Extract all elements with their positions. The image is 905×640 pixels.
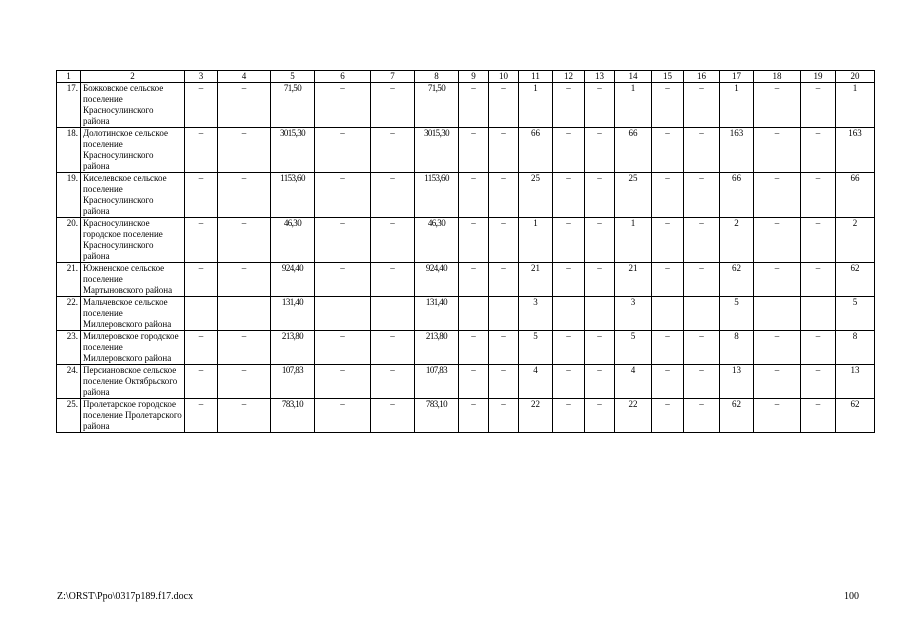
column-number: 5: [271, 71, 315, 83]
cell-col-5: 213,80: [271, 331, 315, 365]
cell-col-11: 21: [519, 263, 553, 297]
cell-col-16: –: [684, 83, 720, 128]
cell-col-4: –: [218, 263, 271, 297]
cell-col-17: 62: [720, 399, 754, 433]
cell-col-12: –: [553, 173, 585, 218]
cell-col-3: –: [185, 331, 218, 365]
cell-col-7: –: [371, 173, 415, 218]
cell-col-10: –: [489, 399, 519, 433]
cell-col-7: –: [371, 83, 415, 128]
column-number: 7: [371, 71, 415, 83]
cell-col-15: –: [652, 331, 684, 365]
cell-col-11: 22: [519, 399, 553, 433]
cell-col-10: –: [489, 365, 519, 399]
cell-col-3: –: [185, 263, 218, 297]
cell-col-15: –: [652, 128, 684, 173]
cell-col-14: 1: [615, 83, 652, 128]
cell-col-3: –: [185, 365, 218, 399]
cell-col-19: –: [801, 399, 836, 433]
cell-col-4: –: [218, 83, 271, 128]
cell-col-16: –: [684, 331, 720, 365]
column-number: 17: [720, 71, 754, 83]
cell-col-4: –: [218, 365, 271, 399]
cell-col-5: 3015,30: [271, 128, 315, 173]
cell-col-6: –: [315, 399, 371, 433]
column-number: 12: [553, 71, 585, 83]
cell-col-19: –: [801, 128, 836, 173]
cell-col-13: –: [585, 399, 615, 433]
cell-col-8: 71,50: [415, 83, 459, 128]
column-number: 9: [459, 71, 489, 83]
cell-col-6: –: [315, 365, 371, 399]
cell-col-15: –: [652, 263, 684, 297]
row-number: 17.: [57, 83, 81, 128]
cell-col-5: 46,30: [271, 218, 315, 263]
cell-col-6: –: [315, 331, 371, 365]
cell-col-9: –: [459, 83, 489, 128]
cell-col-5: 131,40: [271, 297, 315, 331]
cell-col-3: –: [185, 128, 218, 173]
cell-col-3: –: [185, 218, 218, 263]
cell-col-13: –: [585, 128, 615, 173]
table-row: [57, 365, 875, 399]
column-number: 11: [519, 71, 553, 83]
cell-col-16: –: [684, 365, 720, 399]
cell-col-11: 4: [519, 365, 553, 399]
cell-col-7: –: [371, 331, 415, 365]
cell-col-20: 8: [836, 331, 875, 365]
table-row: [57, 297, 875, 331]
cell-col-20: 13: [836, 365, 875, 399]
cell-col-8: 3015,30: [415, 128, 459, 173]
cell-col-3: –: [185, 399, 218, 433]
cell-col-14: 22: [615, 399, 652, 433]
cell-col-15: –: [652, 83, 684, 128]
cell-col-7: –: [371, 399, 415, 433]
cell-col-8: 107,83: [415, 365, 459, 399]
settlement-name: Миллеровское городское поселение Миллеровского района: [81, 331, 185, 365]
cell-col-6: –: [315, 83, 371, 128]
column-number: 6: [315, 71, 371, 83]
cell-col-7: –: [371, 128, 415, 173]
cell-col-14: 25: [615, 173, 652, 218]
cell-col-19: –: [801, 331, 836, 365]
column-number: 4: [218, 71, 271, 83]
cell-col-20: 62: [836, 399, 875, 433]
column-number: 1: [57, 71, 81, 83]
cell-col-3: –: [185, 83, 218, 128]
row-number: 21.: [57, 263, 81, 297]
cell-col-17: 1: [720, 83, 754, 128]
column-number: 2: [81, 71, 185, 83]
table-body: [57, 83, 875, 433]
cell-col-17: 8: [720, 331, 754, 365]
row-number: 23.: [57, 331, 81, 365]
cell-col-20: 62: [836, 263, 875, 297]
cell-col-10: –: [489, 83, 519, 128]
cell-col-14: 3: [615, 297, 652, 331]
column-number: 18: [754, 71, 801, 83]
footer-page-number: 100: [844, 591, 859, 602]
table-row: [57, 218, 875, 263]
cell-col-13: –: [585, 218, 615, 263]
cell-col-18: –: [754, 218, 801, 263]
cell-col-19: –: [801, 365, 836, 399]
cell-col-20: 2: [836, 218, 875, 263]
settlement-name: Персиановское сельское поселение Октябрьского района: [81, 365, 185, 399]
cell-col-18: –: [754, 263, 801, 297]
cell-col-17: 2: [720, 218, 754, 263]
cell-col-16: –: [684, 128, 720, 173]
row-number: 18.: [57, 128, 81, 173]
cell-col-13: –: [585, 83, 615, 128]
column-number: 19: [801, 71, 836, 83]
cell-col-20: 66: [836, 173, 875, 218]
cell-col-7: –: [371, 218, 415, 263]
cell-col-14: 5: [615, 331, 652, 365]
cell-col-6: –: [315, 218, 371, 263]
cell-col-18: –: [754, 399, 801, 433]
cell-col-6: [315, 297, 371, 331]
cell-col-15: –: [652, 218, 684, 263]
cell-col-19: –: [801, 263, 836, 297]
row-number: 20.: [57, 218, 81, 263]
settlement-name: Киселевское сельское поселение Красносулинского района: [81, 173, 185, 218]
cell-col-18: –: [754, 128, 801, 173]
cell-col-17: 13: [720, 365, 754, 399]
cell-col-13: –: [585, 365, 615, 399]
cell-col-6: –: [315, 263, 371, 297]
cell-col-20: 5: [836, 297, 875, 331]
cell-col-8: 783,10: [415, 399, 459, 433]
table-row: [57, 399, 875, 433]
cell-col-15: –: [652, 173, 684, 218]
cell-col-3: –: [185, 173, 218, 218]
cell-col-9: –: [459, 399, 489, 433]
cell-col-10: –: [489, 331, 519, 365]
cell-col-18: –: [754, 173, 801, 218]
cell-col-8: 131,40: [415, 297, 459, 331]
column-number: 10: [489, 71, 519, 83]
cell-col-11: 1: [519, 218, 553, 263]
cell-col-14: 66: [615, 128, 652, 173]
cell-col-4: [218, 297, 271, 331]
cell-col-18: –: [754, 331, 801, 365]
cell-col-14: 4: [615, 365, 652, 399]
document-page: [56, 70, 870, 433]
table-row: [57, 173, 875, 218]
cell-col-19: –: [801, 83, 836, 128]
cell-col-11: 1: [519, 83, 553, 128]
cell-col-12: –: [553, 365, 585, 399]
cell-col-9: –: [459, 365, 489, 399]
cell-col-12: –: [553, 399, 585, 433]
cell-col-16: –: [684, 263, 720, 297]
cell-col-12: –: [553, 331, 585, 365]
cell-col-16: [684, 297, 720, 331]
cell-col-13: –: [585, 263, 615, 297]
cell-col-4: –: [218, 399, 271, 433]
cell-col-15: –: [652, 399, 684, 433]
cell-col-7: –: [371, 365, 415, 399]
cell-col-8: 213,80: [415, 331, 459, 365]
cell-col-5: 924,40: [271, 263, 315, 297]
cell-col-10: –: [489, 173, 519, 218]
cell-col-12: –: [553, 263, 585, 297]
table-row: [57, 331, 875, 365]
cell-col-13: [585, 297, 615, 331]
cell-col-13: –: [585, 173, 615, 218]
cell-col-16: –: [684, 399, 720, 433]
cell-col-7: –: [371, 263, 415, 297]
cell-col-7: [371, 297, 415, 331]
column-number: 8: [415, 71, 459, 83]
cell-col-6: –: [315, 128, 371, 173]
table-row: [57, 263, 875, 297]
cell-col-8: 46,30: [415, 218, 459, 263]
cell-col-12: –: [553, 218, 585, 263]
cell-col-11: 25: [519, 173, 553, 218]
settlement-name: Божковское сельское поселение Красносулинского района: [81, 83, 185, 128]
cell-col-5: 783,10: [271, 399, 315, 433]
cell-col-5: 1153,60: [271, 173, 315, 218]
cell-col-6: –: [315, 173, 371, 218]
cell-col-16: –: [684, 218, 720, 263]
cell-col-19: –: [801, 173, 836, 218]
table-row: [57, 128, 875, 173]
cell-col-20: 1: [836, 83, 875, 128]
settlement-name: Мальчевское сельское поселение Миллеровского района: [81, 297, 185, 331]
cell-col-4: –: [218, 173, 271, 218]
cell-col-20: 163: [836, 128, 875, 173]
cell-col-18: –: [754, 365, 801, 399]
column-number: 14: [615, 71, 652, 83]
cell-col-11: 66: [519, 128, 553, 173]
footer-file-path: Z:\ORST\Ppo\0317p189.f17.docx: [57, 591, 194, 602]
cell-col-19: –: [801, 218, 836, 263]
cell-col-11: 5: [519, 331, 553, 365]
row-number: 24.: [57, 365, 81, 399]
cell-col-9: –: [459, 218, 489, 263]
cell-col-12: –: [553, 83, 585, 128]
cell-col-9: –: [459, 331, 489, 365]
data-table: [56, 70, 875, 433]
settlement-name: Долотинское сельское поселение Красносулинского района: [81, 128, 185, 173]
settlement-name: Южненское сельское поселение Мартыновского района: [81, 263, 185, 297]
cell-col-13: –: [585, 331, 615, 365]
cell-col-14: 1: [615, 218, 652, 263]
column-number: 16: [684, 71, 720, 83]
cell-col-9: [459, 297, 489, 331]
column-number: 20: [836, 71, 875, 83]
cell-col-18: [754, 297, 801, 331]
table-row: [57, 83, 875, 128]
cell-col-10: –: [489, 218, 519, 263]
column-number-row: [57, 71, 875, 83]
cell-col-17: 5: [720, 297, 754, 331]
column-number: 3: [185, 71, 218, 83]
cell-col-4: –: [218, 331, 271, 365]
cell-col-3: [185, 297, 218, 331]
cell-col-9: –: [459, 128, 489, 173]
cell-col-10: –: [489, 128, 519, 173]
row-number: 25.: [57, 399, 81, 433]
cell-col-4: –: [218, 128, 271, 173]
row-number: 19.: [57, 173, 81, 218]
cell-col-5: 107,83: [271, 365, 315, 399]
cell-col-16: –: [684, 173, 720, 218]
cell-col-10: –: [489, 263, 519, 297]
cell-col-4: –: [218, 218, 271, 263]
cell-col-15: [652, 297, 684, 331]
cell-col-5: 71,50: [271, 83, 315, 128]
cell-col-17: 66: [720, 173, 754, 218]
cell-col-12: [553, 297, 585, 331]
settlement-name: Пролетарское городское поселение Пролетарского района: [81, 399, 185, 433]
cell-col-17: 163: [720, 128, 754, 173]
settlement-name: Красносулинское городское поселение Красносулинского района: [81, 218, 185, 263]
cell-col-10: [489, 297, 519, 331]
cell-col-14: 21: [615, 263, 652, 297]
cell-col-12: –: [553, 128, 585, 173]
cell-col-17: 62: [720, 263, 754, 297]
cell-col-19: [801, 297, 836, 331]
cell-col-8: 1153,60: [415, 173, 459, 218]
cell-col-9: –: [459, 173, 489, 218]
cell-col-9: –: [459, 263, 489, 297]
row-number: 22.: [57, 297, 81, 331]
cell-col-11: 3: [519, 297, 553, 331]
cell-col-18: –: [754, 83, 801, 128]
column-number: 15: [652, 71, 684, 83]
column-number: 13: [585, 71, 615, 83]
cell-col-8: 924,40: [415, 263, 459, 297]
cell-col-15: –: [652, 365, 684, 399]
